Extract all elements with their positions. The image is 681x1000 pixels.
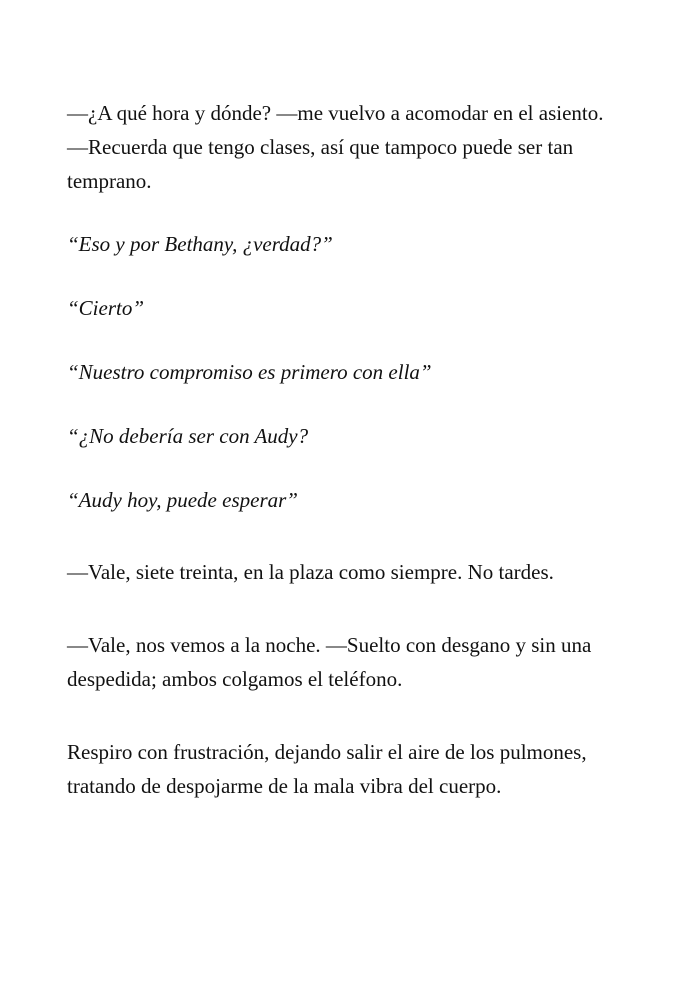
- paragraph-dialogue-1: —¿A qué hora y dónde? —me vuelvo a acomodar en el asiento. —Recuerda que tengo clases, así que tampoco puede ser tan temprano.: [67, 101, 604, 193]
- paragraph-dialogue-2: —Vale, siete treinta, en la plaza como siempre. No tardes.: [67, 560, 554, 584]
- paragraph-thought-4: “¿No debería ser con Audy?: [67, 424, 309, 448]
- paragraph-thought-1: “Eso y por Bethany, ¿verdad?”: [67, 232, 333, 256]
- paragraph-thought-5: “Audy hoy, puede esperar”: [67, 488, 298, 512]
- paragraph-thought-2: “Cierto”: [67, 296, 145, 320]
- document-page: [67, 96, 627, 803]
- paragraph-thought-3: “Nuestro compromiso es primero con ella”: [67, 360, 432, 384]
- paragraph-narration: Respiro con frustración, dejando salir el aire de los pulmones, tratando de despojarme de la mala vibra del cuerpo.: [67, 740, 587, 798]
- paragraph-dialogue-3: —Vale, nos vemos a la noche. —Suelto con desgano y sin una despedida; ambos colgamos el teléfono.: [67, 633, 592, 691]
